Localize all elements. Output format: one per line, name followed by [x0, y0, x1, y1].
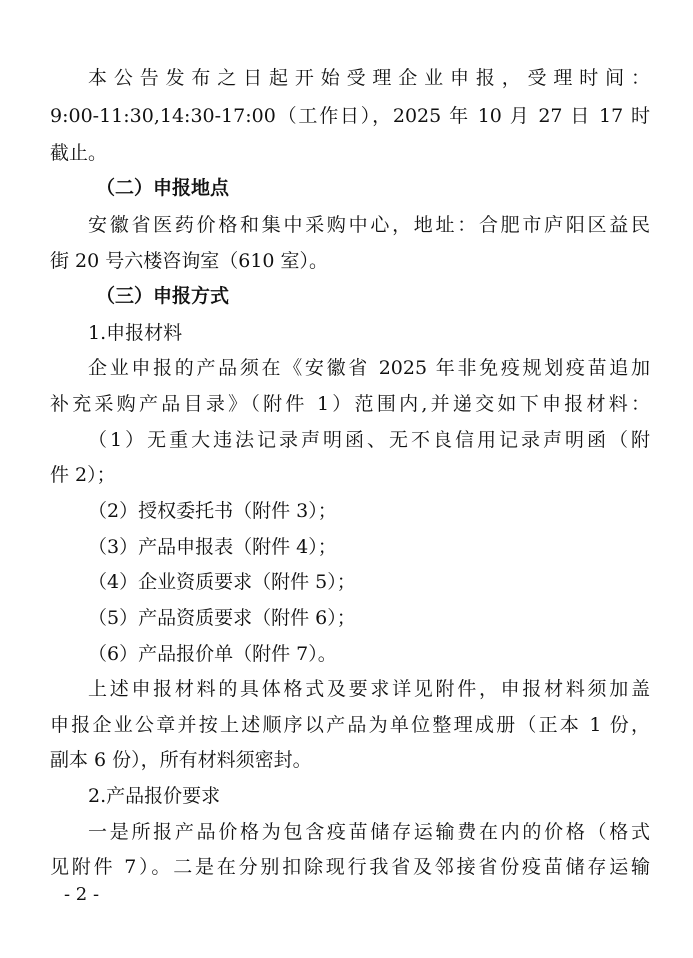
paragraph-line: 9:00-11:30,14:30-17:00（工作日），2025 年 10 月 27 日 17 时 [50, 105, 650, 127]
subsection-heading: 2.产品报价要求 [88, 785, 221, 807]
list-item: （2）授权委托书（附件 3）； [88, 500, 337, 522]
list-item-line: （1）无重大违法记录声明函、无不良信用记录声明函（附 [88, 429, 650, 451]
section-heading: （三）申报方式 [96, 285, 230, 307]
page-number: - 2 - [64, 884, 100, 905]
list-item: （6）产品报价单（附件 7）。 [88, 643, 337, 665]
paragraph-line: 企业申报的产品须在《安徽省 2025 年非免疫规划疫苗追加 [88, 357, 650, 379]
list-item: （3）产品申报表（附件 4）； [88, 536, 337, 558]
paragraph-line: 街 20 号六楼咨询室（610 室）。 [50, 250, 329, 272]
paragraph-line: 副本 6 份），所有材料须密封。 [50, 749, 312, 771]
list-item-line: 件 2）； [50, 464, 116, 486]
paragraph-line: 本公告发布之日起开始受理企业申报，受理时间： [88, 67, 650, 89]
paragraph-line: 一是所报产品价格为包含疫苗储存运输费在内的价格（格式 [88, 821, 650, 843]
section-heading: （二）申报地点 [96, 177, 230, 199]
list-item: （4）企业资质要求（附件 5）； [88, 571, 356, 593]
paragraph-line: 申报企业公章并按上述顺序以产品为单位整理成册（正本 1 份， [50, 714, 650, 736]
paragraph-line: 截止。 [50, 142, 108, 164]
paragraph-line: 见附件 7）。二是在分别扣除现行我省及邻接省份疫苗储存运输 [50, 856, 650, 878]
paragraph-line: 补充采购产品目录》（附件 1）范围内,并递交如下申报材料： [50, 393, 650, 415]
paragraph-line: 上述申报材料的具体格式及要求详见附件，申报材料须加盖 [88, 678, 650, 700]
list-item: （5）产品资质要求（附件 6）； [88, 607, 356, 629]
paragraph-line: 安徽省医药价格和集中采购中心，地址：合肥市庐阳区益民 [88, 214, 650, 236]
subsection-heading: 1.申报材料 [88, 322, 183, 344]
